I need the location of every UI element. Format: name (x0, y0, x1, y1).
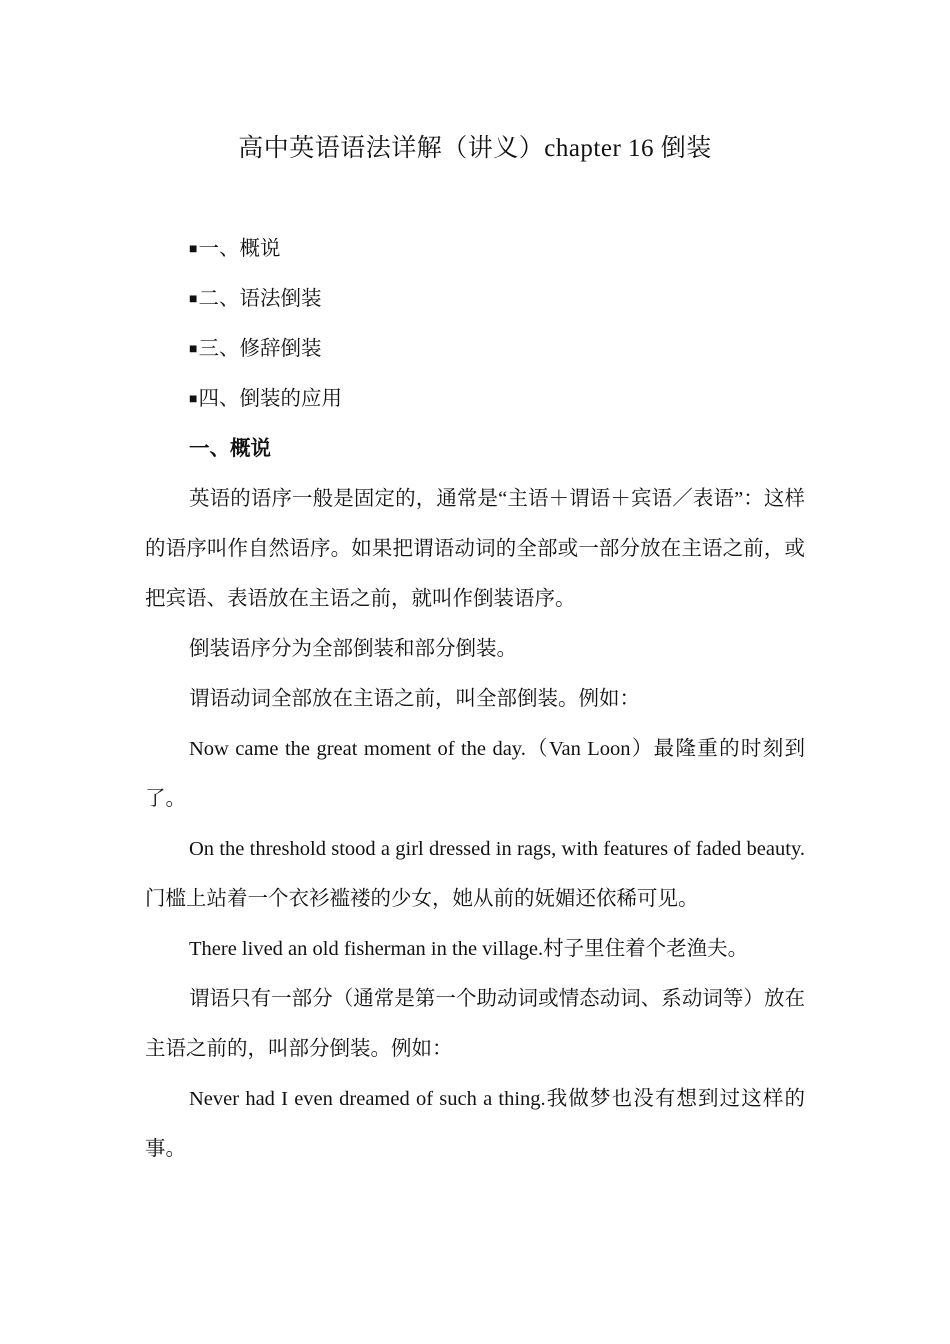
example-paragraph: Never had I even dreamed of such a thing.我做梦也没有想到过这样的事。 (145, 1088, 805, 1160)
paragraph: 倒装语序分为全部倒装和部分倒装。 (189, 638, 517, 660)
body-text (145, 474, 805, 1174)
toc-item-label: 三、修辞倒装 (198, 338, 322, 360)
toc-item-label: 四、倒装的应用 (198, 388, 342, 410)
square-bullet-icon: ■ (189, 342, 198, 357)
square-bullet-icon: ■ (189, 392, 198, 407)
section-heading: 一、概说 (189, 438, 271, 460)
toc-item (145, 374, 805, 424)
paragraph: 英语的语序一般是固定的，通常是“主语＋谓语＋宾语／表语”：这样的语序叫作自然语序。如果把谓语动词的全部或一部分放在主语之前，或把宾语、表语放在主语之前，就叫作倒装语序。 (145, 488, 805, 610)
toc-item-label: 一、概说 (198, 238, 281, 260)
paragraph: 谓语动词全部放在主语之前，叫全部倒装。例如： (189, 688, 640, 710)
toc-item (145, 224, 805, 274)
table-of-contents (145, 224, 805, 424)
toc-item-label: 二、语法倒装 (198, 288, 322, 310)
example-paragraph: On the threshold stood a girl dressed in rags, with features of faded beauty.门槛上站着一个衣衫褴褛的少女，她从前的妩媚还依稀可见。 (145, 838, 805, 910)
example-paragraph: There lived an old fisherman in the village.村子里住着个老渔夫。 (189, 938, 749, 960)
square-bullet-icon: ■ (189, 292, 198, 307)
document-title: 高中英语语法详解（讲义）chapter 16 倒装 (238, 135, 712, 162)
toc-item (145, 324, 805, 374)
square-bullet-icon: ■ (189, 242, 198, 257)
toc-item (145, 274, 805, 324)
paragraph: 谓语只有一部分（通常是第一个助动词或情态动词、系动词等）放在主语之前的，叫部分倒装。例如： (145, 988, 805, 1060)
example-paragraph: Now came the great moment of the day.（Van Loon）最隆重的时刻到了。 (145, 738, 805, 810)
